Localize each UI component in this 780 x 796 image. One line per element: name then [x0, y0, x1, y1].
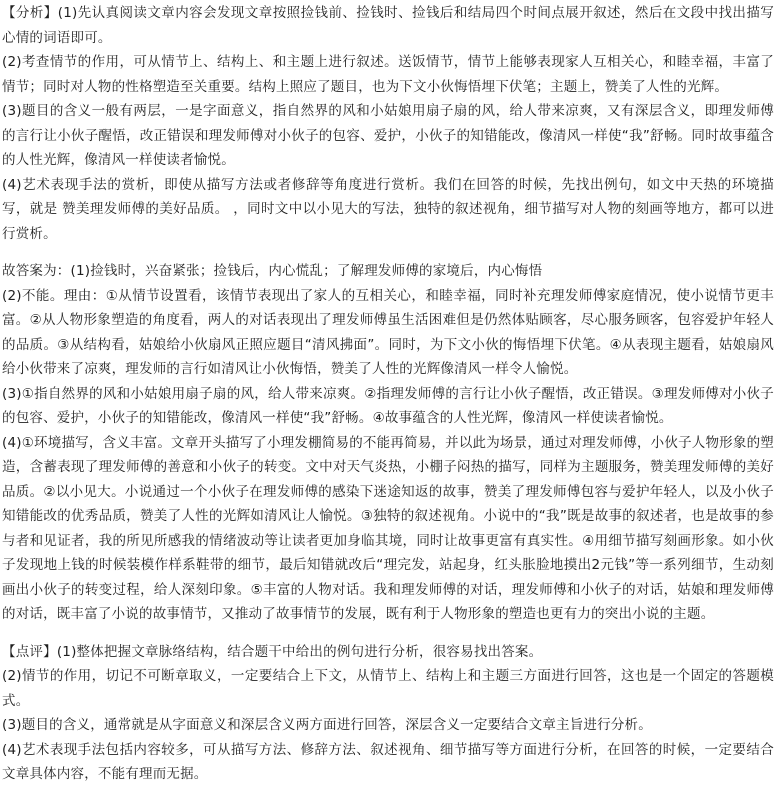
- answer-paragraph-4: (4)①环境描写，含义丰富。文章开头描写了小理发棚简易的不能再简易，并以此为场景，通过对理发师傅，小伙子人物形象的塑造，含蓄表现了理发师傅的善意和小伙子的转变。文中对天气炎热，小棚子闷热的描写，同样为主题服务，赞美理发师傅的美好品质。②以小见大。小说通过一个小伙子在理发师傅的感染下迷途知返的故事，赞美了理发师傅包容与爱护年轻人，以及小伙子知错能改的优秀品质，赞美了人性的光辉如清风让人愉悦。③独特的叙述视角。小说中的“我”既是故事的叙述者，也是故事的参与者和见证者，我的所见所感我的情绪波动等让读者更加身临其境，同时让故事更富有真实性。④用细节描写刻画形象。如小伙子发现地上钱的时候装模作样系鞋带的细节，最后知错就改后“理完发，站起身，红头胀脸地摸出2元钱”等一系列细节，生动刻画出小伙子的转变过程，给人深刻印象。⑤丰富的人物对话。我和理发师傅的对话，理发师傅和小伙子的对话，姑娘和理发师傅的对话，既丰富了小说的故事情节，又推动了故事情节的发展，既有利于人物形象的塑造也更有力的突出小说的主题。: [2, 434, 774, 622]
- section-spacer: [2, 627, 774, 640]
- comment-label: 【点评】: [2, 643, 57, 660]
- analysis-section: [2, 1, 774, 246]
- analysis-paragraph-2: (2)考查情节的作用，可从情节上、结构上、和主题上进行叙述。送饭情节，情节上能够表现家人互相关心，和睦幸福，丰富了情节；同时对人物的性格塑造至关重要。结构上照应了题目，也为下文小伙悔悟埋下伏笔；主题上，赞美了人性的光辉。: [2, 54, 774, 95]
- analysis-paragraph-1: 【分析】(1)先认真阅读文章内容会发现文章按照捡钱前、捡钱时、捡钱后和结局四个时间点展开叙述，然后在文段中找出描写心情的词语即可。: [2, 5, 774, 46]
- answer-paragraph-3: (3)①指自然界的风和小姑娘用扇子扇的风，给人带来凉爽。②指理发师傅的言行让小伙子醒悟，改正错误。③理发师傅对小伙子的包容、爱护，小伙子的知错能改，像清风一样使“我”舒畅。④故事蕴含的人性光辉，像清风一样使读者愉悦。: [2, 385, 774, 426]
- comment-paragraph-3: (3)题目的含义，通常就是从字面意义和深层含义两方面进行回答，深层含义一定要结合文章主旨进行分析。: [2, 717, 652, 733]
- comment-paragraph-4: (4)艺术表现手法包括内容较多，可从描写方法、修辞方法、叙述视角、细节描写等方面进行分析，在回答的时候，一定要结合文章具体内容，不能有理而无据。: [2, 741, 774, 782]
- comment-section: [2, 640, 774, 787]
- answer-paragraph-1: 故答案为：(1)捡钱时，兴奋紧张；捡钱后，内心慌乱；了解理发师傅的家境后，内心悔悟: [2, 263, 543, 279]
- comment-paragraph-1: 【点评】(1)整体把握文章脉络结构，结合题干中给出的例句进行分析，很容易找出答案。: [2, 643, 543, 660]
- section-spacer: [2, 246, 774, 259]
- comment-paragraph-2: (2)情节的作用，切记不可断章取义，一定要结合上下文，从情节上、结构上和主题三方面进行回答，这也是一个固定的答题模式。: [2, 668, 774, 709]
- analysis-label: 【分析】: [2, 5, 58, 21]
- analysis-paragraph-3: (3)题目的含义一般有两层，一是字面意义，指自然界的风和小姑娘用扇子扇的风，给人带来凉爽，又有深层含义，即理发师傅的言行让小伙子醒悟，改正错误和理发师傅对小伙子的包容、爱护，小伙子的知错能改，像清风一样使“我”舒畅。同时故事蕴含的人性光辉，像清风一样使读者愉悦。: [2, 103, 774, 168]
- answer-paragraph-2: (2)不能。理由：①从情节设置看，该情节表现出了家人的互相关心，和睦幸福，同时补充理发师傅家庭情况，使小说情节更丰富。②从人物形象塑造的角度看，两人的对话表现出了理发师傅虽生活困难但是仍然体贴顾客，尽心服务顾客，包容爱护年轻人的品质。③从结构看，姑娘给小伙扇风正照应题目“清风拂面”。同时，为下文小伙的悔悟埋下伏笔。④从表现主题看，姑娘扇风给小伙带来了凉爽，理发师的言行如清风让小伙悔悟，赞美了人性的光辉像清风一样令人愉悦。: [2, 287, 774, 377]
- answer-section: [2, 259, 774, 627]
- analysis-paragraph-4: (4)艺术表现手法的赏析，即使从描写方法或者修辞等角度进行赏析。我们在回答的时候，先找出例句，如文中天热的环境描写，就是 赞美理发师傅的美好品质。 ，同时文中以小见大的写法，独特的叙述视角，细节描写对人物的刻画等地方，都可以进行赏析。: [2, 176, 774, 242]
